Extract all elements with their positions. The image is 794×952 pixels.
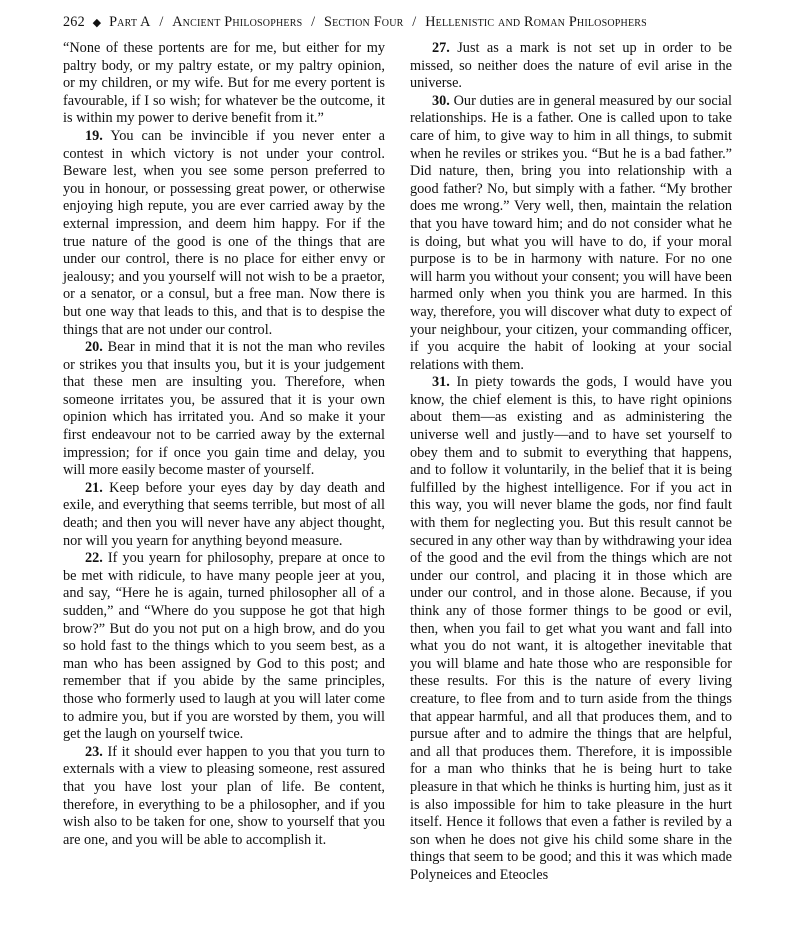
header-section-1: Ancient Philosophers [172,14,303,30]
paragraph: 31. In piety towards the gods, I would have you know, the chief element is this, to have right opinions about them—as existing and as administering the universe well and justly—and to have set yourself to obey them and to submit to everything that happens, and to follow it voluntarily, in the belief that it is being fulfilled by the highest intelligence. For if you act in this way, you will never blame the gods, nor find fault with them for neglecting you. But this result cannot be secured in any other way than by withdrawing your idea of the good and the evil from the things which are not under our control, and placing it in those which are under our control, and in those alone. Because, if you think any of those former things to be good or evil, then, when you fail to get what you want and fall into what you do not want, it is altogether inevitable that you will blame and hate those who are responsible for these results. For this is the nature of every living creature, to flee from and to turn aside from the things that appear harmful, and all that produces them, and to pursue after and to admire the things that are helpful, and all that produces them. Therefore, it is impossible for a man who thinks that he is being hurt to take pleasure in that which he thinks is hurting him, just as it is also impossible for him to take pleasure in the hurt itself. Hence it follows that even a father is reviled by a son when he does not give his child some share in the things that seem to be good; and this it was which made Polyneices and Eteocles [410,374,732,883]
header-part: Part A [109,14,151,30]
section-number: 20. [85,339,103,356]
page-number: 262 [63,14,85,30]
left-column [63,40,385,849]
paragraph: 21. Keep before your eyes day by day death and exile, and everything that seems terrible, but most of all death; and then you will never have any abject thought, nor will you yearn for anything beyond measure. [63,479,385,549]
header-section-2: Section Four [324,14,404,30]
header-separator: / [159,14,164,30]
right-column [410,40,732,885]
section-number: 21. [85,479,103,496]
paragraph: 20. Bear in mind that it is not the man who reviles or strikes you that insults you, but it is your judgement that these men are insulting you. Therefore, when someone irritates you, be assured that it is your own opinion which has irritated you. And so make it your first endeavour not to be carried away by the external impression; for if once you gain time and delay, you will more easily become master of yourself. [63,339,385,479]
paragraph: 27. Just as a mark is not set up in order to be missed, so neither does the nature of evil arise in the universe. [410,40,732,92]
paragraph: 22. If you yearn for philosophy, prepare at once to be met with ridicule, to have many people jeer at you, and say, “Here he is again, turned philosopher all of a sudden,” and “Where do you suppose he got that high brow?” But do you not put on a high brow, and do you so hold fast to the things which to you seem best, as a man who has been assigned by God to this post; and remember that if you abide by the same principles, those who formerly used to laugh at you will later come to admire you, but if you are worsted by them, you will get the laugh on yourself twice. [63,550,385,743]
section-number: 27. [432,40,450,56]
header-separator: / [311,14,316,30]
section-number: 19. [85,127,103,144]
paragraph: “None of these portents are for me, but either for my paltry body, or my paltry estate, or my paltry opinion, or my children, or my wife. But for me every portent is favourable, if I so wish; for whatever be the outcome, it is within my power to derive benefit from it.” [63,40,385,127]
section-number: 31. [432,374,450,391]
paragraph: 30. Our duties are in general measured by our social relationships. He is a father. One is called upon to take care of him, to give way to him in all things, to submit when he reviles or strikes you. “But he is a bad father.” Did nature, then, bring you into relationship with a good father? No, but simply with a father. “My brother does me wrong.” Very well, then, maintain the relation that you have toward him; and do not consider what he is doing, but what you will have to do, if your moral purpose is to be in harmony with nature. For no one will harm you without your consent; you will have been harmed only when you think you are harmed. In this way, therefore, you will discover what duty to expect of your neighbour, your citizen, your commanding officer, if you acquire the habit of looking at your social relations with them. [410,92,732,373]
paragraph: 19. You can be invincible if you never enter a contest in which victory is not under your control. Beware lest, when you see some person preferred to you in honour, or possessing great power, or otherwise enjoying high repute, you are ever carried away by the external impression, and deem him happy. For if the true nature of the good is one of the things that are under our control, there is no place for either envy or jealousy; and you yourself will not wish to be a praetor, or a senator, or a consul, but a free man. Now there is but one way that leads to this, and that is to despise the things that are not under our control. [63,127,385,338]
section-number: 23. [85,743,103,760]
header-section-3: Hellenistic and Roman Philosophers [425,14,647,30]
paragraph: 23. If it should ever happen to you that you turn to externals with a view to pleasing someone, rest assured that you have lost your plan of life. Be content, therefore, in everything to be a philosopher, and if you wish also to be taken for one, show to yourself that you are one, and you will be able to accomplish it. [63,743,385,848]
section-number: 22. [85,550,103,567]
section-number: 30. [432,92,450,109]
running-header [63,14,743,31]
header-separator: / [412,14,417,30]
bullet-ornament: ◆ [92,17,102,29]
